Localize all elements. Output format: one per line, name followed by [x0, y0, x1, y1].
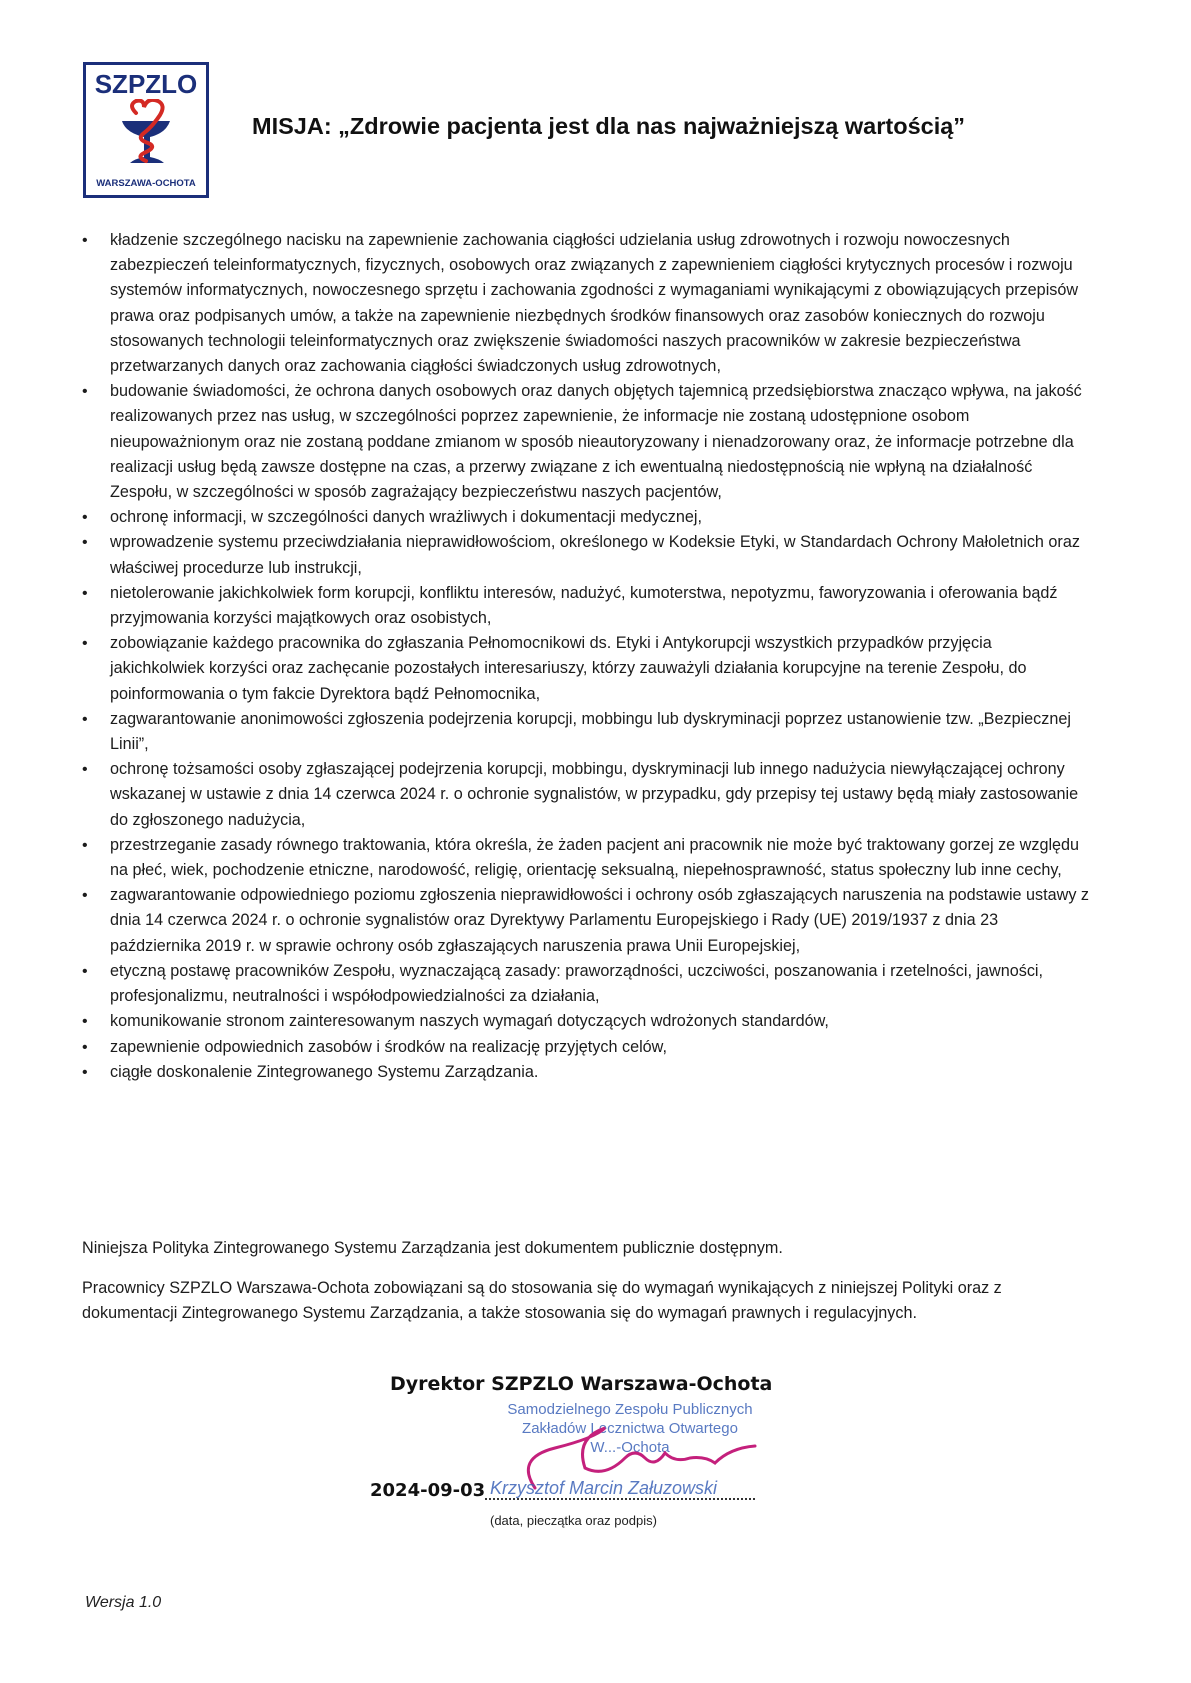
- szpzlo-logo: [83, 62, 209, 198]
- bullet-icon: •: [82, 962, 88, 980]
- stamp-line: Zakładów Lecznictwa Otwartego: [522, 1420, 738, 1437]
- bullet-icon: •: [82, 534, 88, 552]
- logo-bottom-text: WARSZAWA-OCHOTA: [96, 178, 196, 189]
- list-item: • wprowadzenie systemu przeciwdziałania nieprawidłowościom, określonego w Kodeksie Etyki, w Standardach Ochrony Małoletnich oraz właściwej procedurze lub instrukcji,: [80, 530, 1090, 580]
- bullet-icon: •: [82, 635, 88, 653]
- bullet-icon: •: [82, 383, 88, 401]
- document-version: Wersja 1.0: [85, 1594, 162, 1611]
- logo-top-text: SZPZLO: [94, 69, 198, 99]
- stamp-line: Samodzielnego Zespołu Publicznych: [507, 1401, 753, 1418]
- employee-obligation-paragraph: Pracownicy SZPZLO Warszawa-Ochota zobowiązani są do stosowania się do wymagań wynikających z niniejszej Polityki oraz z dokumentacji Zintegrowanego Systemu Zarządzania, a także stosowania się do wymagań prawnych i regulacyjnych.: [82, 1279, 1002, 1323]
- list-item: • budowanie świadomości, że ochrona danych osobowych oraz danych objętych tajemnicą przedsiębiorstwa znacząco wpływa, na jakość realizowanych przez nas usług, w szczególności poprzez zapewnienie, że informacje nie zostaną udostępnione osobom nieupoważnionym oraz nie zostaną poddane zmianom w sposób nieautoryzowany i nienadzorowany oraz, że informacje potrzebne dla realizacji usług będą zawsze dostępne na czas, a przerwy związane z ich ewentualną niedostępnością nie wpłyną na działalność Zespołu, w szczególności w sposób zagrażający bezpieczeństwu naszych pacjentów,: [80, 379, 1090, 505]
- list-item: • komunikowanie stronom zainteresowanym naszych wymagań dotyczących wdrożonych standardów,: [80, 1009, 1090, 1034]
- list-item: • ciągłe doskonalenie Zintegrowanego Systemu Zarządzania.: [80, 1060, 1090, 1085]
- mission-title: MISJA: „Zdrowie pacjenta jest dla nas najważniejszą wartością”: [252, 113, 966, 139]
- public-availability-paragraph: Niniejsza Polityka Zintegrowanego Systemu Zarządzania jest dokumentem publicznie dostępnym.: [82, 1239, 783, 1257]
- bullet-icon: •: [82, 509, 88, 527]
- policy-bullet-list: [80, 228, 1090, 1085]
- bullet-icon: •: [82, 1063, 88, 1081]
- bullet-icon: •: [82, 584, 88, 602]
- list-item: • ochronę informacji, w szczególności danych wrażliwych i dokumentacji medycznej,: [80, 505, 1090, 530]
- stamp-name: Krzysztof Marcin Załuzowski: [490, 1478, 718, 1498]
- bullet-icon: •: [82, 836, 88, 854]
- bullet-icon: •: [82, 232, 88, 249]
- bullet-icon: •: [82, 1038, 88, 1056]
- list-item: • przestrzeganie zasady równego traktowania, która określa, że żaden pacjent ani pracownik nie może być traktowany gorzej ze względu na płeć, wiek, pochodzenie etniczne, narodowość, religię, orientację seksualną, niepełnosprawność, status społeczny lub inne cechy,: [80, 833, 1090, 883]
- stamp-line: W...-Ochota: [590, 1439, 670, 1456]
- bowl-of-hygieia-icon: [114, 99, 184, 167]
- list-item: • zagwarantowanie anonimowości zgłoszenia podejrzenia korupcji, mobbingu lub dyskryminacji poprzez ustanowienie tzw. „Bezpiecznej Linii”,: [80, 707, 1090, 757]
- bullet-icon: •: [82, 1013, 88, 1031]
- bullet-icon: •: [82, 887, 88, 905]
- list-item: • zagwarantowanie odpowiedniego poziomu zgłoszenia nieprawidłowości i ochrony osób zgłaszających naruszenia na podstawie ustawy z dnia 14 czerwca 2024 r. o ochronie sygnalistów oraz Dyrektywy Parlamentu Europejskiego i Rady (UE) 2019/1937 z dnia 23 października 2019 r. w sprawie ochrony osób zgłaszających naruszenia prawa Unii Europejskiej,: [80, 883, 1090, 959]
- list-item: • etyczną postawę pracowników Zespołu, wyznaczającą zasady: praworządności, uczciwości, poszanowania i rzetelności, jawności, profesjonalizmu, neutralności i współodpowiedzialności za działania,: [80, 959, 1090, 1009]
- bullet-icon: •: [82, 710, 88, 728]
- list-item: • ochronę tożsamości osoby zgłaszającej podejrzenia korupcji, mobbingu, dyskryminacji lub innego nadużycia niewyłączającej ochrony wskazanej w ustawie z dnia 14 czerwca 2024 r. o ochronie sygnalistów, w przypadku, gdy przepisy tej ustawy będą miały zastosowanie do zgłoszonego nadużycia,: [80, 757, 1090, 833]
- handwritten-date: 2024-09-03: [370, 1480, 486, 1501]
- bullet-icon: •: [82, 761, 88, 779]
- signature-caption: (data, pieczątka oraz podpis): [490, 1513, 657, 1528]
- director-title: Dyrektor SZPZLO Warszawa-Ochota: [390, 1373, 773, 1395]
- list-item: • nietolerowanie jakichkolwiek form korupcji, konfliktu interesów, nadużyć, kumoterstwa, nepotyzmu, faworyzowania i oferowania bądź przyjmowania korzyści majątkowych oraz osobistych,: [80, 581, 1090, 631]
- list-item: • kładzenie szczególnego nacisku na zapewnienie zachowania ciągłości udzielania usług zdrowotnych i rozwoju nowoczesnych zabezpieczeń teleinformatycznych, fizycznych, osobowych oraz związanych z zapewnieniem ciągłości krytycznych procesów i rozwoju systemów informatycznych, nowoczesnego sprzętu i zachowania zgodności z wymaganiami wynikającymi z obowiązujących przepisów prawa oraz podpisanych umów, a także na zapewnienie niezbędnych środków finansowych oraz zasobów koniecznych do rozwoju stosowanych technologii teleinformatycznych oraz zwiększenie świadomości naszych pracowników w zakresie bezpieczeństwa przetwarzanych danych oraz zachowania ciągłości świadczonych usług zdrowotnych,: [80, 228, 1090, 379]
- list-item: • zapewnienie odpowiednich zasobów i środków na realizację przyjętych celów,: [80, 1035, 1090, 1060]
- list-item: • zobowiązanie każdego pracownika do zgłaszania Pełnomocnikowi ds. Etyki i Antykorupcji wszystkich przypadków przyjęcia jakichkolwiek korzyści oraz zachęcanie pozostałych interesariuszy, którzy zauważyli działania korupcyjne na terenie Zespołu, do poinformowania o tym fakcie Dyrektora bądź Pełnomocnika,: [80, 631, 1090, 707]
